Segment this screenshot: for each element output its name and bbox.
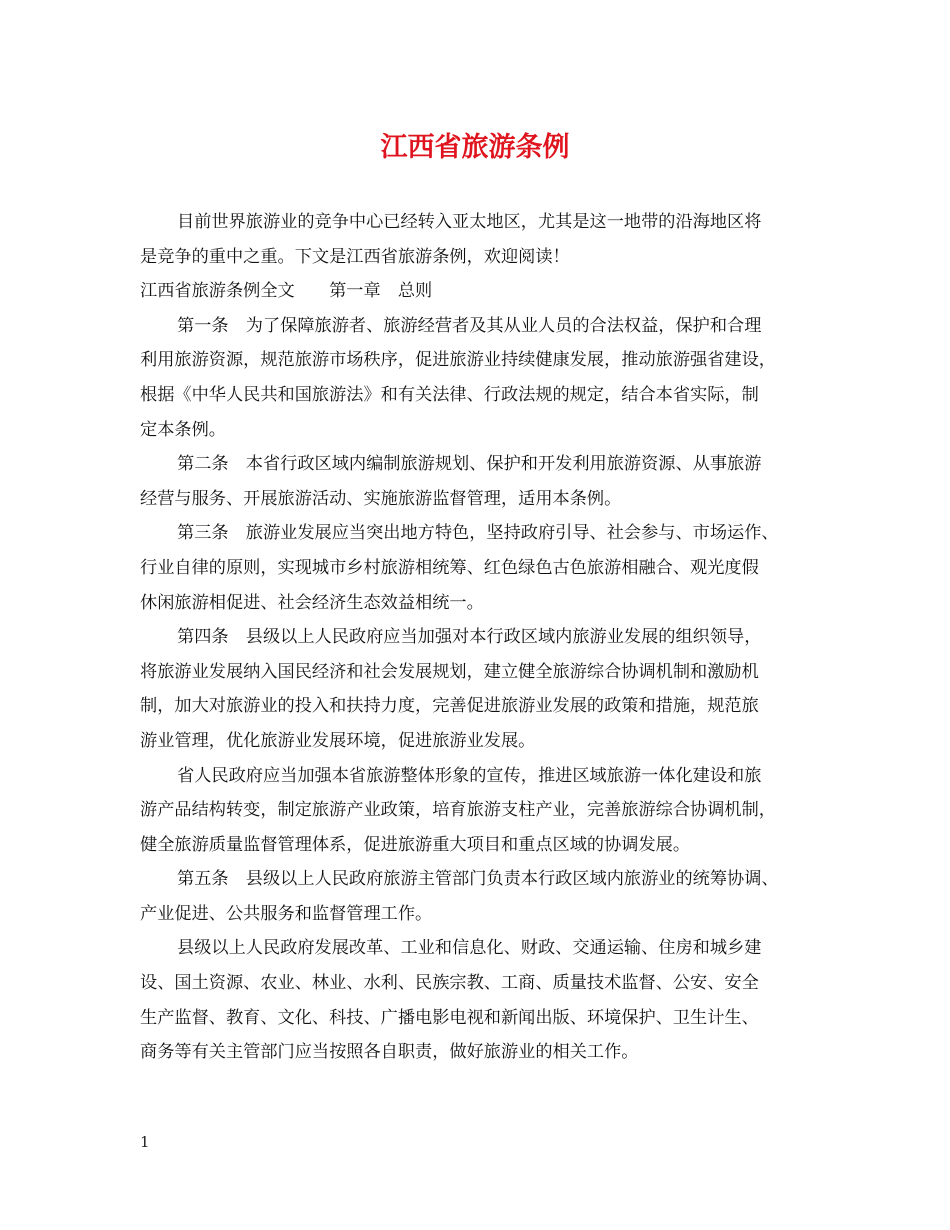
text-line: 第二条 本省行政区域内编制旅游规划、保护和开发利用旅游资源、从事旅游 <box>177 454 762 475</box>
text-line: 是竞争的重中之重。下文是江西省旅游条例，欢迎阅读！ <box>140 246 570 267</box>
text-line: 第五条 县级以上人民政府旅游主管部门负责本行政区域内旅游业的统筹协调、 <box>177 869 779 890</box>
text-line: 制，加大对旅游业的投入和扶持力度，完善促进旅游业发展的政策和措施，规范旅 <box>140 696 759 717</box>
document-title: 江西省旅游条例 <box>380 132 570 163</box>
text-line: 经营与服务、开展旅游活动、实施旅游监督管理，适用本条例。 <box>140 488 622 509</box>
text-line: 定本条例。 <box>140 419 226 440</box>
page-number: 1 <box>140 1133 150 1151</box>
text-line: 休闲旅游相促进、社会经济生态效益相统一。 <box>140 592 484 613</box>
text-line: 生产监督、教育、文化、科技、广播电影电视和新闻出版、环境保护、卫生计生、 <box>140 1007 759 1028</box>
text-line: 产业促进、公共服务和监督管理工作。 <box>140 903 433 924</box>
text-line: 省人民政府应当加强本省旅游整体形象的宣传，推进区域旅游一体化建设和旅 <box>177 765 762 786</box>
text-line: 第三条 旅游业发展应当突出地方特色，坚持政府引导、社会参与、市场运作、 <box>177 523 779 544</box>
text-line: 设、国土资源、农业、林业、水利、民族宗教、工商、质量技术监督、公安、安全 <box>140 973 759 994</box>
text-line: 根据《中华人民共和国旅游法》和有关法律、行政法规的规定，结合本省实际，制 <box>140 384 759 405</box>
text-line: 将旅游业发展纳入国民经济和社会发展规划，建立健全旅游综合协调机制和激励机 <box>140 661 759 682</box>
text-line: 商务等有关主管部门应当按照各自职责，做好旅游业的相关工作。 <box>140 1042 639 1063</box>
text-line: 利用旅游资源，规范旅游市场秩序，促进旅游业持续健康发展，推动旅游强省建设， <box>140 350 776 371</box>
text-line: 江西省旅游条例全文 第一章 总则 <box>140 281 433 302</box>
text-line: 第一条 为了保障旅游者、旅游经营者及其从业人员的合法权益，保护和合理 <box>177 315 762 336</box>
text-line: 行业自律的原则，实现城市乡村旅游相统筹、红色绿色古色旅游相融合、观光度假 <box>140 557 759 578</box>
text-line: 游业管理，优化旅游业发展环境，促进旅游业发展。 <box>140 730 536 751</box>
text-line: 第四条 县级以上人民政府应当加强对本行政区域内旅游业发展的组织领导， <box>177 627 762 648</box>
text-line: 县级以上人民政府发展改革、工业和信息化、财政、交通运输、住房和城乡建 <box>177 938 762 959</box>
document-body <box>140 205 830 1070</box>
text-line: 游产品结构转变，制定旅游产业政策，培育旅游支柱产业，完善旅游综合协调机制， <box>140 800 776 821</box>
text-line: 健全旅游质量监督管理体系，促进旅游重大项目和重点区域的协调发展。 <box>140 834 691 855</box>
text-line: 目前世界旅游业的竞争中心已经转入亚太地区，尤其是这一地带的沿海地区将 <box>177 212 762 232</box>
